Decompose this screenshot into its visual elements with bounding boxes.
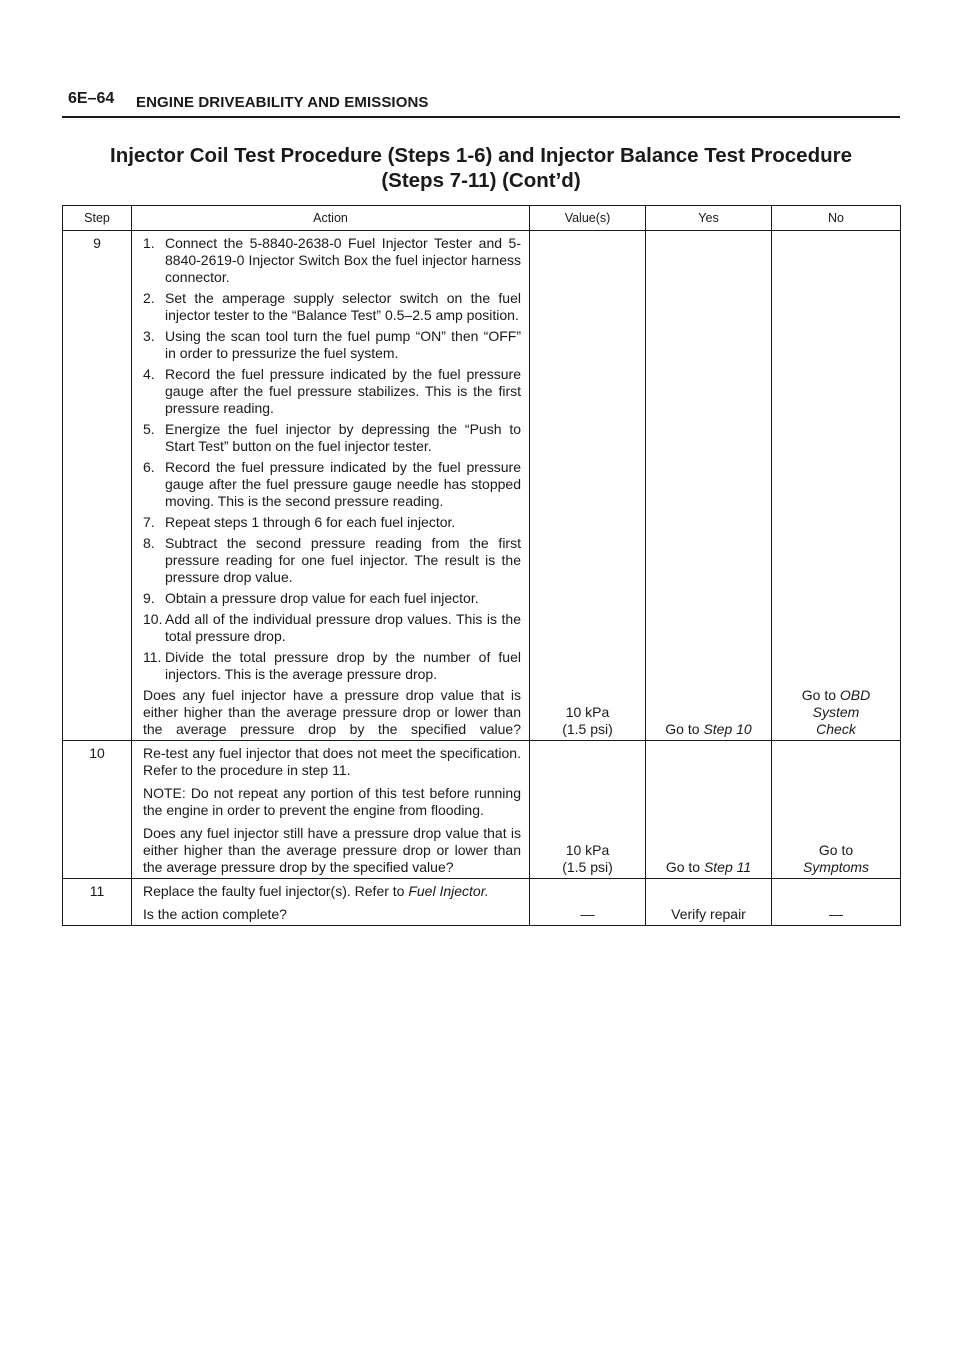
action-item	[143, 366, 521, 417]
document-title	[62, 143, 900, 193]
value-imperial: (1.5 psi)	[562, 859, 613, 875]
no-prefix: Go to	[818, 842, 854, 858]
no-cell	[772, 231, 901, 741]
item-text: Record the fuel pressure indicated by the fuel pressure gauge after the fuel pressure gauge needle has stopped moving. This is the second pressure reading.	[165, 459, 521, 509]
item-number: 1.	[143, 235, 155, 251]
action-text: Re-test any fuel injector that does not meet the specification. Refer to the procedure in step 11.	[143, 745, 521, 778]
action-question: Does any fuel injector have a pressure drop value that is either higher than the average pressure drop or lower than the average pressure drop by the specified value?	[143, 687, 521, 737]
item-number: 3.	[143, 328, 155, 344]
item-text: Divide the total pressure drop by the number of fuel injectors. This is the average pressure drop.	[165, 649, 521, 682]
action-item	[143, 290, 521, 324]
table-header-row	[63, 206, 901, 231]
action-question: Is the action complete?	[143, 906, 287, 922]
item-number: 9.	[143, 590, 155, 606]
action-item	[143, 535, 521, 586]
action-item	[143, 611, 521, 645]
item-text: Record the fuel pressure indicated by the fuel pressure gauge after the fuel pressure stabilizes. This is the first pressure reading.	[165, 366, 521, 416]
item-text: Repeat steps 1 through 6 for each fuel injector.	[165, 514, 456, 530]
action-item	[143, 235, 521, 286]
action-note: NOTE: Do not repeat any portion of this test before running the engine in order to prevent the engine from flooding.	[143, 785, 521, 818]
item-number: 7.	[143, 514, 155, 530]
document-title-line-1: Injector Coil Test Procedure (Steps 1-6) and Injector Balance Test Procedure	[110, 144, 852, 167]
section-title: ENGINE DRIVEABILITY AND EMISSIONS	[136, 94, 429, 111]
item-number: 2.	[143, 290, 155, 306]
document-title-line-2: (Steps 7-11) (Cont’d)	[381, 169, 581, 192]
no-link-symptoms[interactable]: Symptoms	[802, 859, 870, 875]
yes-cell: Verify repair	[646, 879, 772, 926]
yes-step-link[interactable]: Step 10	[703, 721, 752, 737]
action-cell	[132, 879, 530, 926]
action-item	[143, 649, 521, 683]
table-row-step-11	[63, 879, 901, 926]
item-text: Using the scan tool turn the fuel pump “ON” then “OFF” in order to pressurize the fuel system.	[165, 328, 521, 361]
yes-cell	[646, 231, 772, 741]
table-row-step-9	[63, 231, 901, 741]
yes-step-link[interactable]: Step 11	[703, 859, 752, 875]
value-imperial: (1.5 psi)	[562, 721, 613, 737]
item-number: 10.	[143, 611, 163, 627]
action-text: Replace the faulty fuel injector(s). Refer to Fuel Injector.	[143, 883, 489, 899]
no-link-obd[interactable]: OBD	[839, 687, 871, 703]
action-item	[143, 459, 521, 510]
action-item	[143, 421, 521, 455]
action-item	[143, 590, 521, 607]
action-question: Does any fuel injector still have a pressure drop value that is either higher than the average pressure drop or lower than the average pressure drop by the specified value?	[143, 825, 521, 875]
item-text: Connect the 5-8840-2638-0 Fuel Injector Tester and 5-8840-2619-0 Injector Switch Box the fuel injector harness connector.	[165, 235, 521, 285]
column-header-step: Step	[63, 206, 132, 231]
value-cell	[530, 231, 646, 741]
table-row-step-10	[63, 741, 901, 879]
action-item	[143, 328, 521, 362]
item-number: 11.	[143, 649, 162, 665]
item-text: Set the amperage supply selector switch on the fuel injector tester to the “Balance Test” 0.5–2.5 amp position.	[165, 290, 521, 323]
procedure-table	[62, 205, 901, 926]
yes-prefix: Go to	[665, 859, 704, 875]
value-metric: 10 kPa	[565, 704, 610, 720]
column-header-yes: Yes	[646, 206, 772, 231]
item-text: Energize the fuel injector by depressing the “Push to Start Test” button on the fuel injector tester.	[165, 421, 521, 454]
item-number: 4.	[143, 366, 155, 382]
column-header-action: Action	[132, 206, 530, 231]
step-number: 11	[63, 879, 132, 926]
yes-prefix: Go to	[665, 721, 704, 737]
item-number: 8.	[143, 535, 155, 551]
column-header-no: No	[772, 206, 901, 231]
no-cell	[772, 741, 901, 879]
yes-cell	[646, 741, 772, 879]
page-number: 6E–64	[68, 90, 115, 107]
item-text: Subtract the second pressure reading from the first pressure reading for one fuel injector. The result is the pressure drop value.	[165, 535, 521, 585]
value-cell: —	[530, 879, 646, 926]
column-header-values: Value(s)	[530, 206, 646, 231]
item-number: 5.	[143, 421, 155, 437]
item-text: Obtain a pressure drop value for each fuel injector.	[165, 590, 479, 606]
value-metric: 10 kPa	[565, 842, 610, 858]
fuel-injector-link[interactable]: Fuel Injector.	[408, 883, 489, 899]
step-number: 9	[63, 231, 132, 741]
item-number: 6.	[143, 459, 155, 475]
no-link-check[interactable]: Check	[816, 721, 856, 737]
no-link-system[interactable]: System	[812, 704, 860, 720]
action-item	[143, 514, 521, 531]
no-cell: —	[772, 879, 901, 926]
value-cell	[530, 741, 646, 879]
item-text: Add all of the individual pressure drop values. This is the total pressure drop.	[165, 611, 521, 644]
action-cell	[132, 741, 530, 879]
action-cell	[132, 231, 530, 741]
no-prefix: Go to	[801, 687, 840, 703]
header-rule	[62, 116, 900, 118]
step-number: 10	[63, 741, 132, 879]
